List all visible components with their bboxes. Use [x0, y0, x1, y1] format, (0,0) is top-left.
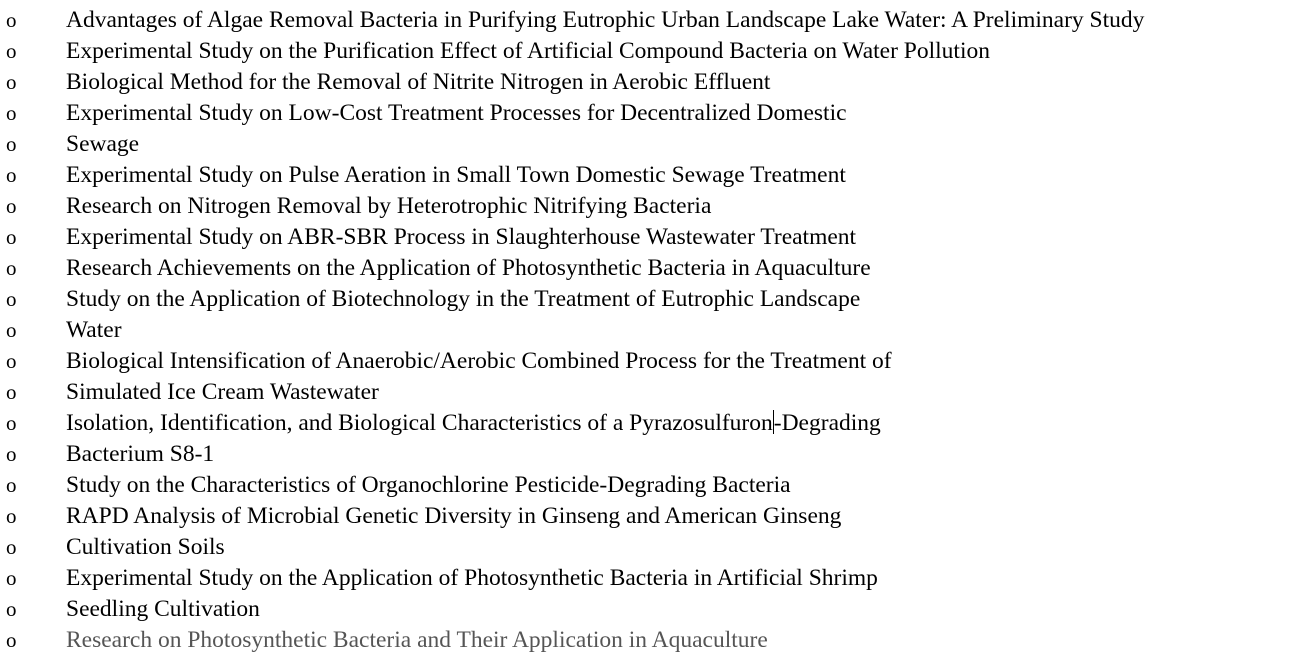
list-item-text: Water	[66, 317, 122, 343]
list-item-text: Biological Method for the Removal of Nitrite Nitrogen in Aerobic Effluent	[66, 69, 771, 95]
list-bullet: o	[6, 8, 17, 32]
list-item-text: Experimental Study on Pulse Aeration in Small Town Domestic Sewage Treatment	[66, 162, 846, 188]
list-item-text: Sewage	[66, 131, 140, 157]
text-after-caret: -Degrading	[773, 410, 881, 436]
list-item-text: Experimental Study on the Purification Effect of Artificial Compound Bacteria on Water Pollution	[66, 38, 990, 64]
list-bullet: o	[6, 70, 17, 94]
document-body[interactable]	[0, 5, 1314, 656]
list-item	[0, 191, 1314, 222]
list-bullet: o	[6, 39, 17, 63]
list-bullet: o	[6, 628, 17, 652]
list-item	[0, 501, 1314, 532]
list-item-text: Study on the Application of Biotechnology in the Treatment of Eutrophic Landscape	[66, 286, 861, 312]
list-item	[0, 346, 1314, 377]
list-item	[0, 315, 1314, 346]
list-item	[0, 129, 1314, 160]
list-item	[0, 594, 1314, 625]
list-item	[0, 5, 1314, 36]
text-before-caret: Isolation, Identification, and Biological Characteristics of a Pyrazosulfuron	[66, 410, 773, 436]
list-item-text: RAPD Analysis of Microbial Genetic Diversity in Ginseng and American Ginseng	[66, 503, 842, 529]
list-item-text: Experimental Study on ABR-SBR Process in Slaughterhouse Wastewater Treatment	[66, 224, 857, 250]
list-bullet: o	[6, 287, 17, 311]
list-item	[0, 377, 1314, 408]
list-item-text: Study on the Characteristics of Organochlorine Pesticide-Degrading Bacteria	[66, 472, 791, 498]
list-item-text: Research on Nitrogen Removal by Heterotrophic Nitrifying Bacteria	[66, 193, 712, 219]
list-item	[0, 160, 1314, 191]
list-item	[0, 470, 1314, 501]
list-item	[0, 625, 1314, 656]
list-item	[0, 36, 1314, 67]
list-item	[0, 284, 1314, 315]
list-item-text: Cultivation Soils	[66, 534, 225, 560]
list-item	[0, 439, 1314, 470]
list-bullet: o	[6, 411, 17, 435]
list-item-text: Simulated Ice Cream Wastewater	[66, 379, 379, 405]
list-bullet: o	[6, 163, 17, 187]
list-item-text: Research on Photosynthetic Bacteria and Their Application in Aquaculture	[66, 627, 768, 653]
list-item	[0, 532, 1314, 563]
list-bullet: o	[6, 194, 17, 218]
list-item	[0, 563, 1314, 594]
list-bullet: o	[6, 442, 17, 466]
list-bullet: o	[6, 101, 17, 125]
list-bullet: o	[6, 318, 17, 342]
list-item	[0, 253, 1314, 284]
list-item-text: Advantages of Algae Removal Bacteria in Purifying Eutrophic Urban Landscape Lake Water: A Preliminary Study	[66, 7, 1145, 33]
list-bullet: o	[6, 225, 17, 249]
list-item-text: Biological Intensification of Anaerobic/Aerobic Combined Process for the Treatment of	[66, 348, 892, 374]
list-bullet: o	[6, 566, 17, 590]
list-bullet: o	[6, 504, 17, 528]
list-item-text: Experimental Study on Low-Cost Treatment Processes for Decentralized Domestic	[66, 100, 847, 126]
list-bullet: o	[6, 535, 17, 559]
list-item-text[interactable]	[66, 408, 881, 439]
list-item	[0, 67, 1314, 98]
list-item-text: Research Achievements on the Application of Photosynthetic Bacteria in Aquaculture	[66, 255, 871, 281]
list-item	[0, 98, 1314, 129]
list-item-text: Bacterium S8-1	[66, 441, 215, 467]
list-item-with-caret[interactable]	[0, 408, 1314, 439]
list-item	[0, 222, 1314, 253]
list-bullet: o	[6, 132, 17, 156]
list-bullet: o	[6, 256, 17, 280]
list-bullet: o	[6, 380, 17, 404]
list-item-text: Seedling Cultivation	[66, 596, 260, 622]
list-bullet: o	[6, 473, 17, 497]
list-bullet: o	[6, 597, 17, 621]
list-bullet: o	[6, 349, 17, 373]
list-item-text: Experimental Study on the Application of Photosynthetic Bacteria in Artificial Shrimp	[66, 565, 878, 591]
